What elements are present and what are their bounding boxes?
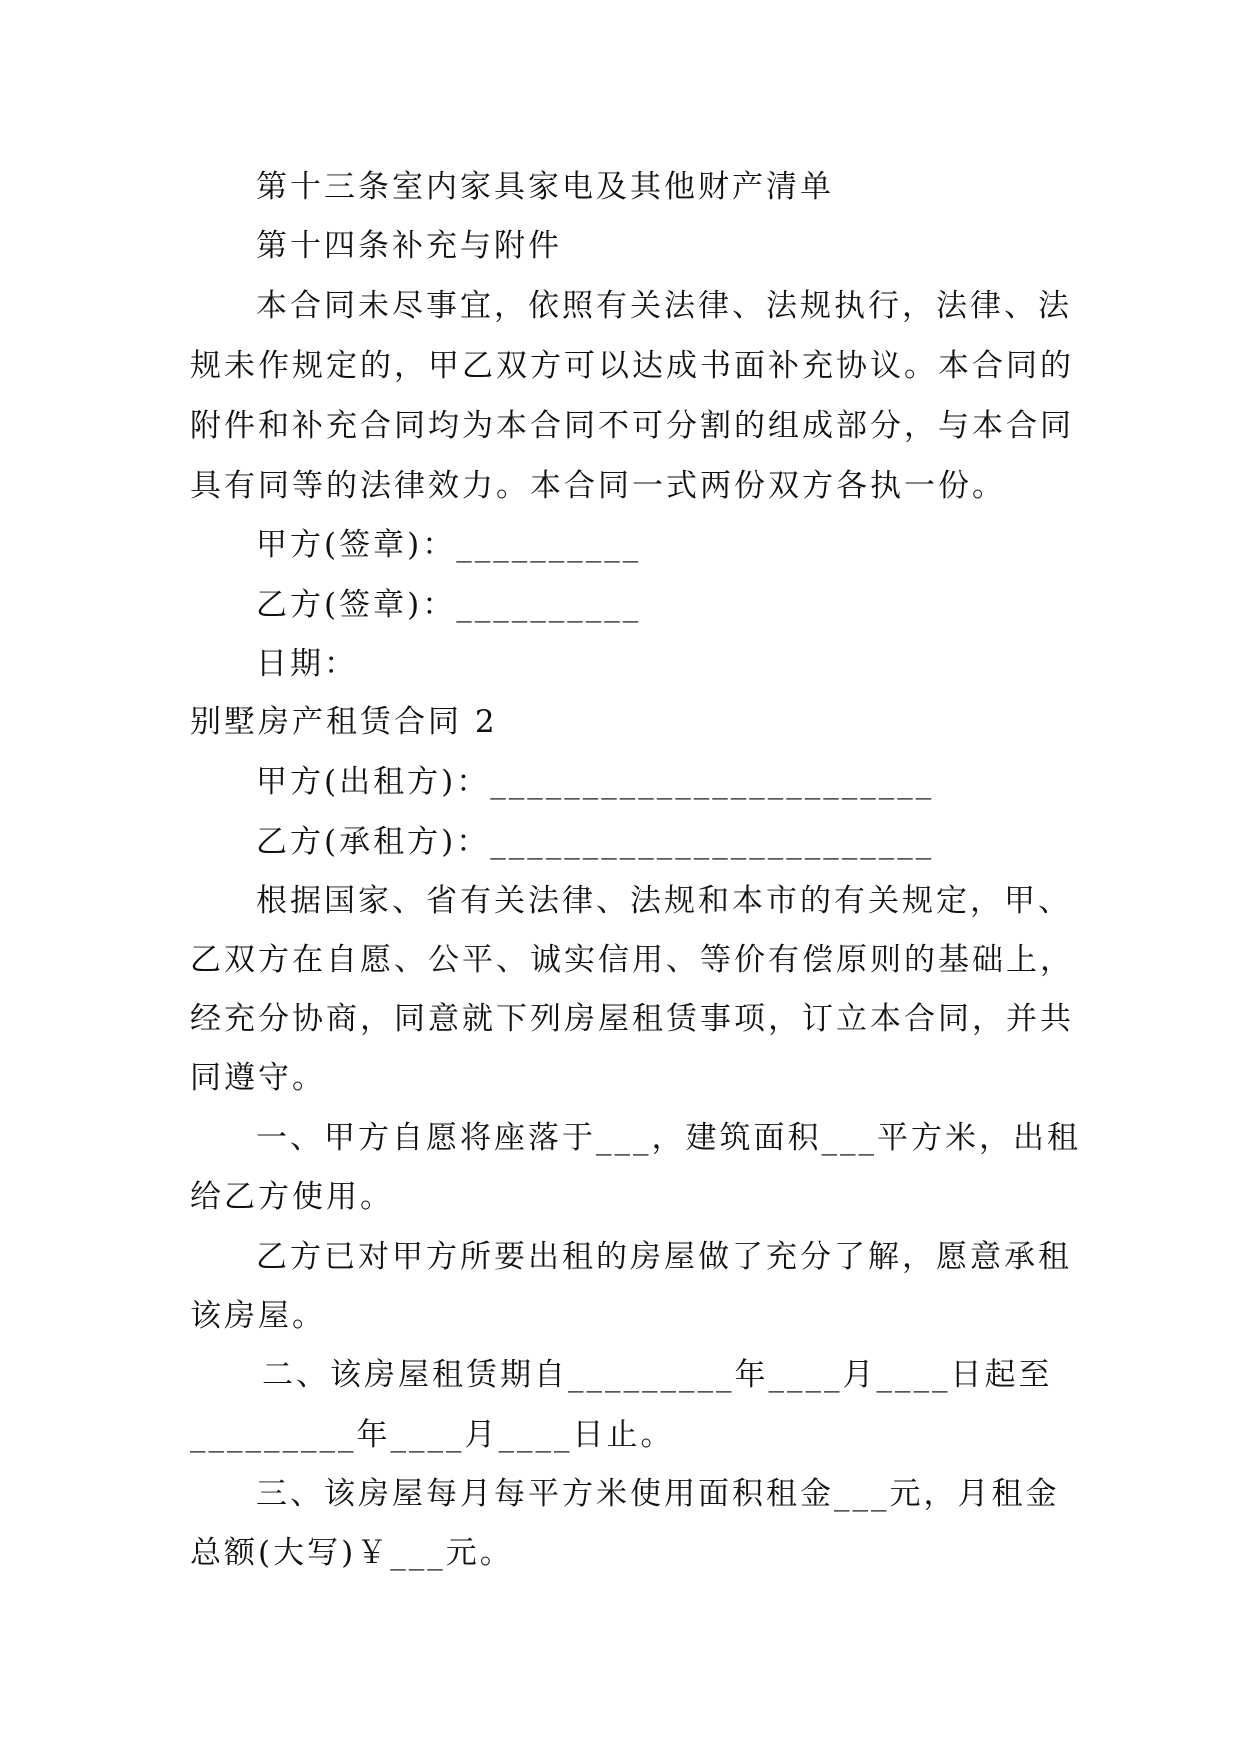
date-field: 日期： [256,646,358,682]
preamble-line-2: 乙双方在自愿、公平、诚实信用、等价有偿原则的基础上， [190,942,1074,978]
article-1-line-1: 一、甲方自愿将座落于___，建筑面积___平方米，出租 [256,1120,1081,1156]
clause-14-heading: 第十四条补充与附件 [256,228,562,264]
lessee-understanding-line-2: 该房屋。 [190,1298,326,1334]
party-a-lessor: 甲方(出租方)：________________________ [256,764,935,800]
article-2-line-1: 二、该房屋租赁期自_________年____月____日起至 [262,1357,1053,1393]
article-3-line-1: 三、该房屋每月每平方米使用面积租金___元，月租金 [256,1476,1060,1512]
clause-13-heading: 第十三条室内家具家电及其他财产清单 [256,169,834,205]
article-3-line-2: 总额(大写)￥___元。 [190,1535,514,1571]
article-2-line-2: _________年____月____日止。 [190,1417,675,1453]
article-1-line-2: 给乙方使用。 [190,1179,394,1215]
supplement-paragraph-line-3: 附件和补充合同均为本合同不可分割的组成部分，与本合同 [190,408,1074,444]
preamble-line-4: 同遵守。 [190,1060,326,1096]
party-b-signature: 乙方(签章)：__________ [256,587,642,623]
supplement-paragraph-line-4: 具有同等的法律效力。本合同一式两份双方各执一份。 [190,468,1006,504]
preamble-line-1: 根据国家、省有关法律、法规和本市的有关规定，甲、 [256,883,1072,919]
party-a-signature: 甲方(签章)：__________ [256,527,642,563]
lessee-understanding-line-1: 乙方已对甲方所要出租的房屋做了充分了解，愿意承租 [256,1239,1072,1275]
party-b-lessee: 乙方(承租方)：________________________ [256,824,935,860]
supplement-paragraph-line-1: 本合同未尽事宜，依照有关法律、法规执行，法律、法 [256,288,1072,324]
contract-title: 别墅房产租赁合同 2 [190,704,498,740]
supplement-paragraph-line-2: 规未作规定的，甲乙双方可以达成书面补充协议。本合同的 [190,348,1074,384]
preamble-line-3: 经充分协商，同意就下列房屋租赁事项，订立本合同，并共 [190,1001,1074,1037]
